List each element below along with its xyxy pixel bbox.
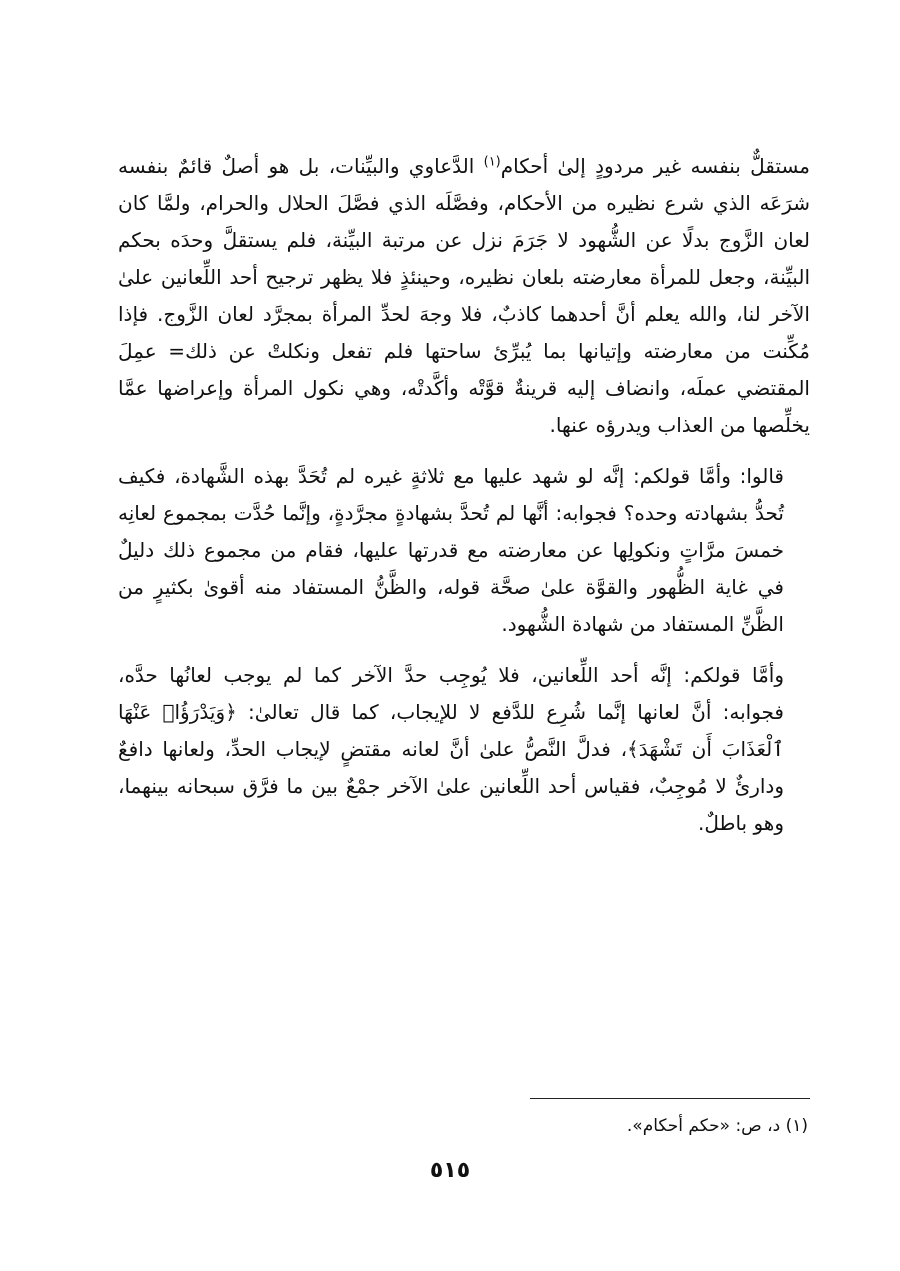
paragraph-3: وأمَّا قولكم: إنَّه أحد اللِّعانين، فلا يُوجِب حدَّ الآخر كما لم يوجب لعانُها حدَّه، فجوابه: أنَّ لعانها إنَّما شُرِع للدَّفع لا للإيجاب، كما قال تعالىٰ: ﴿وَيَدْرَؤُا۟ عَنْهَا ٱلْعَذَابَ أَن تَشْهَدَ﴾، فدلَّ النَّصُّ علىٰ أنَّ لعانه مقتضٍ لإيجاب الحدِّ، ولعانها دافعٌ ودارئٌ لا مُوجِبٌ، فقياس أحد اللِّعانين علىٰ الآخر جمْعٌ بين ما فرَّق سبحانه بينهما، وهو باطلٌ.: [118, 663, 784, 835]
footnote: (١) د، ص: «حكم أحكام».: [626, 1116, 808, 1136]
paragraph-1-rest: الدَّعاوي والبيِّنات، بل هو أصلٌ قائمٌ بنفسه شرَعَه الذي شرع نظيره من الأحكام، وفصَّلَه الذي فصَّلَ الحلال والحرام، ولمَّا كان لعان الزَّوج بدلًا عن الشُّهود لا جَرَمَ نزل عن مرتبة البيِّنة، فلم يستقلَّ وحدَه بحكم البيِّنة، وجعل للمرأة معارضته بلعان نظيره، وحينئذٍ فلا يظهر ترجيح أحد اللِّعانين علىٰ الآخر لنا، والله يعلم أنَّ أحدهما كاذبٌ، فلا وجهَ لحدِّ المرأة بمجرَّد لعان الزَّوج. فإذا مُكِّنت من معارضته وإتيانها بما يُبرِّئ ساحتها فلم تفعل ونكلتْ عن ذلك= عمِلَ المقتضي عملَه، وانضاف إليه قرينةٌ قوَّتْه وأكَّدتْه، وهي نكول المرأة وإعراضها عمَّا يخلِّصها من العذاب ويدرؤه عنها.: [118, 154, 810, 437]
page-number: ٥١٥: [429, 1158, 471, 1183]
footnote-separator: [530, 1098, 810, 1099]
paragraph-1: [118, 148, 810, 444]
footnote-reference: (١): [483, 154, 501, 170]
page-body: [118, 148, 810, 842]
paragraph-1-start: مستقلٌّ بنفسه غير مردودٍ إلىٰ أحكام: [500, 154, 810, 178]
paragraph-2: قالوا: وأمَّا قولكم: إنَّه لو شهد عليها مع ثلاثةٍ غيره لم تُحَدَّ بهذه الشَّهادة، فكيف تُحدُّ بشهادته وحده؟ فجوابه: أنَّها لم تُحدَّ بشهادةٍ مجرَّدةٍ، وإنَّما حُدَّت بمجموع لعانِه خمسَ مرَّاتٍ ونكولِها عن معارضته مع قدرتها عليها، فقام من مجموع ذلك دليلٌ في غاية الظُّهور والقوَّة علىٰ صحَّة قوله، والظَّنُّ المستفاد منه أقوىٰ بكثيرٍ من الظَّنِّ المستفاد من شهادة الشُّهود.: [118, 464, 784, 636]
